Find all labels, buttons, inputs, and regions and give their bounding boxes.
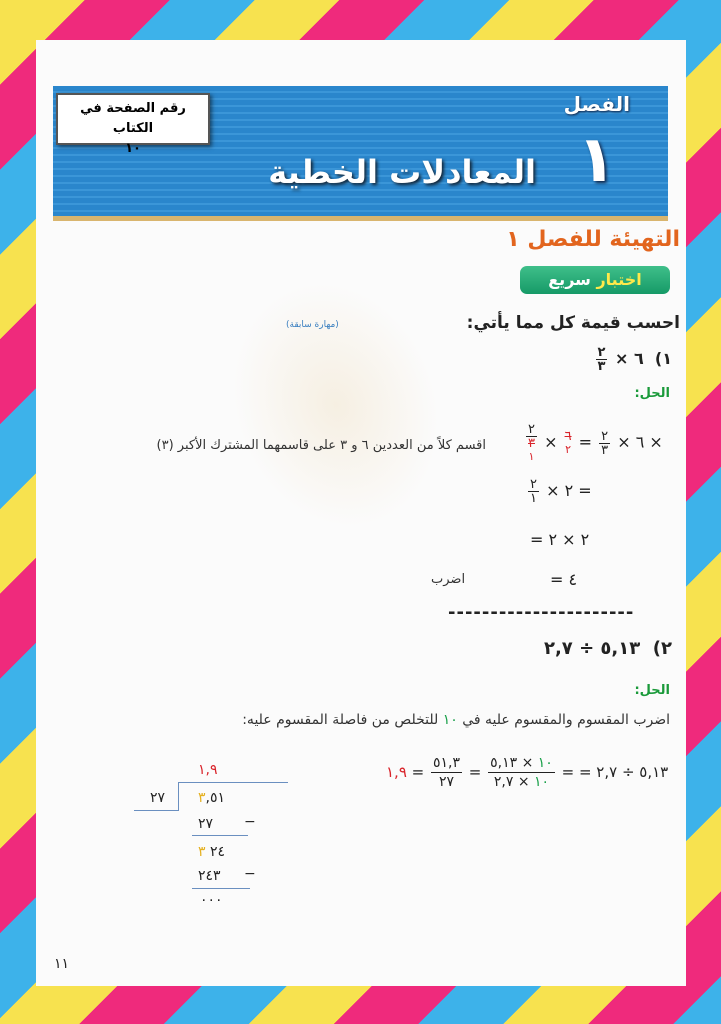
rem1: [198, 844, 225, 860]
worksheet-page: [36, 40, 686, 986]
frac-numerator: ٢: [530, 477, 537, 492]
remainder: ٠٠٠: [200, 892, 223, 908]
cancelled-fraction: [526, 423, 537, 463]
quotient: ١,٩: [198, 762, 218, 778]
chapter-number: ١: [576, 123, 616, 197]
ten: ١٠: [534, 774, 550, 790]
cancelled-whole: [565, 430, 572, 456]
new-whole: ٢: [565, 443, 572, 456]
instruction-ten: ١٠: [442, 712, 458, 728]
division-bar: [178, 782, 288, 783]
division-bracket: [178, 782, 179, 810]
q1-expression: [594, 346, 672, 373]
q1-fraction: [596, 346, 608, 373]
fraction-1: $\frac{١٠ \times ٥,١٣}{١٠ \times ٢,٧}$: [490, 755, 553, 790]
frac-numerator: ٢: [597, 345, 606, 360]
q1-step1: ٢ ٣ ١ × ٦ ٢ = $\frac{٢}{٣}$ × ٦ ×: [528, 422, 663, 463]
section-title: التهيئة للفصل ١: [506, 227, 680, 252]
book-page-number: ١٠: [125, 141, 141, 156]
sub2-line: [192, 888, 250, 889]
dividend-main: ٥١,: [205, 790, 226, 806]
q1-whole: ٦ ×: [615, 349, 644, 368]
q2-solution-label: الحل:: [634, 683, 670, 698]
sub1: ٢٧: [198, 816, 214, 832]
dividend-last: ٣: [198, 790, 206, 806]
frac-denominator: ٣: [597, 359, 606, 374]
whole-six: ٦ ×: [635, 432, 663, 452]
book-page-label: رقم الصفحة في الكتاب: [80, 101, 186, 136]
ten: ١٠: [537, 755, 553, 771]
q2-equation: ١,٩ = $\frac{٥١,٣}{٢٧}$ = $\frac{١٠ \times ٥,١٣}{١٠ \times ٢,٧}$ = ٥,١٣ ÷ ٢,٧ =: [386, 755, 669, 790]
q1-step4: = ٤: [550, 570, 578, 589]
rem1-last: ٣: [198, 844, 206, 860]
rem1-main: ٢٤: [209, 844, 226, 860]
divisor: ٢٧: [150, 790, 166, 806]
quick-test-badge: [520, 266, 670, 294]
q2-instruction: [242, 712, 670, 728]
cancelled-denominator: ٣: [528, 436, 535, 451]
step2-text: = ٢ ×: [546, 481, 592, 500]
chapter-title: المعادلات الخطية: [268, 153, 536, 191]
q2-expression: [544, 638, 672, 659]
original-fraction: [599, 430, 610, 457]
frac-numerator: ٢: [601, 428, 609, 444]
divisor-underline: [134, 810, 179, 811]
sub1-line: [192, 835, 248, 836]
skill-tag: (مهارة سابقة): [286, 320, 339, 330]
q1-solution-label: الحل:: [634, 386, 670, 401]
book-page-box: [56, 93, 210, 156]
q1-step3: = ٢ × ٢: [530, 530, 590, 549]
page-number: ١١: [54, 956, 70, 972]
chapter-label: الفصل: [563, 92, 630, 116]
watermark-decoration: [199, 253, 472, 556]
q1-step4-note: اضرب: [431, 572, 466, 587]
eq-lhs: ٥,١٣ ÷ ٢,٧ =: [578, 763, 669, 781]
q2-number: ٢): [652, 638, 672, 659]
cancelled-six: ٦: [564, 429, 572, 444]
frac-numerator: ٢: [528, 422, 535, 437]
frac-denominator: ١: [530, 491, 537, 506]
num1: ٥,١٣: [490, 755, 518, 771]
result: ١,٩: [386, 763, 407, 781]
step2-fraction: [528, 478, 539, 505]
fraction-2: [431, 754, 462, 791]
den1: ٢,٧: [493, 774, 514, 790]
instruction-a: اضرب المقسوم والمقسوم عليه في: [462, 712, 670, 728]
badge-part1: اختبار: [596, 270, 642, 289]
q1-step1-note: اقسم كلاً من العددين ٦ و ٣ على قاسمهما المشترك الأكبر (٣): [156, 438, 486, 453]
num2: ٥١,٣: [433, 755, 461, 771]
sub2: ٢٤٣: [198, 868, 221, 884]
minus-1: −: [244, 814, 256, 830]
instruction-b: للتخلص من فاصلة المقسوم عليه:: [242, 712, 439, 728]
q2-expr: ٥,١٣ ÷ ٢,٧: [543, 638, 641, 659]
den2: ٢٧: [438, 774, 455, 790]
dividend: [198, 790, 225, 806]
q1-step2: [526, 478, 592, 505]
badge-part2: سريع: [548, 270, 591, 289]
frac-denominator: ٣: [601, 442, 609, 458]
separator: ----------------------: [448, 602, 635, 623]
question-intro: احسب قيمة كل مما يأتي:: [466, 313, 680, 333]
minus-2: −: [244, 866, 256, 882]
new-denominator: ١: [528, 450, 535, 463]
q1-number: ١): [654, 349, 672, 368]
